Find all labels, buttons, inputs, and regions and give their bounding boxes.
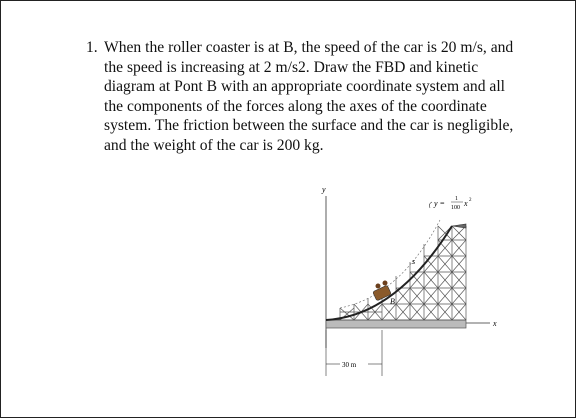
roller-coaster-figure xyxy=(300,180,520,380)
dimension-30m xyxy=(326,330,382,376)
problem-statement xyxy=(86,38,516,156)
problem-text: When the roller coaster is at B, the speed of the car is 20 m/s, and the speed is increasing at 2 m/s2. Draw the FBD and kinetic diagram at Pont B with an appropriate coordinate system and all the components of the forces along the axes of the coordinate system. The friction between the surface and the car is negligible, and the weight of the car is 200 kg. xyxy=(104,39,514,154)
roller-coaster-diagram xyxy=(300,180,520,380)
problem-number: 1. xyxy=(86,39,98,56)
path-label: s xyxy=(412,257,416,266)
x-axis-label: x xyxy=(493,319,497,328)
curve-coeff-num: 1 xyxy=(455,196,458,202)
dimension-label: 30 m xyxy=(342,361,357,369)
point-b-label: B xyxy=(390,297,395,306)
track-curve xyxy=(326,226,452,320)
curve-exp: 2 xyxy=(469,198,472,203)
scaffold-structure xyxy=(326,226,466,328)
y-axis-label: y xyxy=(322,185,326,194)
curve-equation xyxy=(429,196,472,211)
track-top-platform xyxy=(452,224,466,228)
curve-coeff-den: 100 xyxy=(451,205,460,211)
curve-var: x xyxy=(464,199,468,208)
curve-equation-prefix: y = xyxy=(434,199,445,208)
